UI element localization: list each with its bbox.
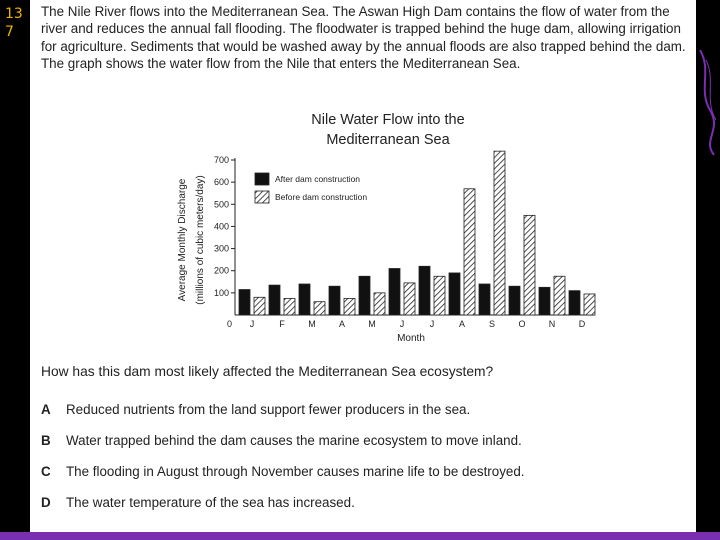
x-axis-label: Month	[397, 333, 425, 344]
y-tick-label: 200	[213, 265, 229, 276]
question-prompt: How has this dam most likely affected the Mediterranean Sea ecosystem?	[41, 364, 494, 379]
bar-before-dam	[374, 293, 385, 315]
answer-choice-c[interactable]	[41, 464, 525, 479]
chart-title: Nile Water Flow into the Mediterranean Sea	[311, 112, 465, 148]
x-tick-label: M	[308, 319, 316, 329]
answer-choice-a[interactable]	[41, 402, 470, 417]
bar-after-dam	[389, 269, 400, 316]
bar-after-dam	[329, 286, 340, 315]
question-card	[30, 0, 696, 532]
bar-before-dam	[344, 298, 355, 315]
bar-after-dam	[239, 290, 250, 315]
bar-before-dam	[404, 283, 415, 315]
bar-after-dam	[419, 266, 430, 315]
question-number: 13 7	[5, 6, 23, 40]
x-tick-label: J	[429, 319, 435, 329]
bar-after-dam	[509, 286, 520, 315]
x-tick-label: A	[458, 319, 466, 329]
x-tick-label: J	[399, 319, 405, 329]
x-tick-label: F	[279, 319, 285, 329]
bar-before-dam	[554, 276, 565, 315]
choice-letter: B	[41, 433, 51, 448]
y-tick-label: 600	[213, 177, 229, 188]
choice-letter: D	[41, 495, 51, 510]
x-tick-label: O	[518, 319, 526, 329]
bar-after-dam	[299, 284, 310, 315]
x-tick-label: D	[578, 319, 586, 329]
y-tick-label: 500	[213, 199, 229, 210]
x-tick-label: A	[338, 319, 346, 329]
bar-after-dam	[269, 285, 280, 315]
question-number-panel	[0, 0, 30, 540]
choice-letter: A	[41, 402, 51, 417]
bar-before-dam	[524, 215, 535, 315]
y-tick-label: 0	[226, 319, 232, 329]
x-tick-label: N	[548, 319, 556, 329]
y-tick-label: 700	[213, 155, 229, 165]
choice-letter: C	[41, 464, 51, 479]
bar-after-dam	[359, 276, 370, 315]
legend-label: After dam construction	[275, 174, 361, 184]
legend-label: Before dam construction	[275, 192, 368, 202]
passage-text: The Nile River flows into the Mediterranean Sea. The Aswan High Dam contains the flow of water from the river and reduces the annual fall flooding. The floodwater is trapped behind the huge dam, allowing irrigation for agriculture. Sediments that would be washed away by the annual floods are also trapped behind the dam. The graph shows the water flow from the Nile that enters the Mediterranean Sea.	[41, 4, 686, 71]
decorative-flourish	[696, 40, 720, 160]
choice-text: Water trapped behind the dam causes the marine ecosystem to move inland.	[66, 433, 522, 448]
bar-before-dam	[494, 151, 505, 315]
choice-text: The flooding in August through November causes marine life to be destroyed.	[66, 464, 525, 479]
answer-choice-b[interactable]	[41, 433, 522, 448]
y-tick-label: 400	[213, 221, 229, 232]
bottom-accent-bar	[0, 532, 720, 540]
bar-before-dam	[464, 189, 475, 315]
bar-before-dam	[254, 297, 265, 315]
x-tick-label: J	[249, 319, 255, 329]
bar-after-dam	[479, 284, 490, 315]
x-tick-label: M	[368, 319, 376, 329]
bar-before-dam	[314, 302, 325, 315]
bar-after-dam	[449, 273, 460, 315]
legend-swatch	[255, 191, 269, 203]
y-tick-label: 100	[213, 287, 229, 298]
bar-after-dam	[539, 287, 550, 315]
choice-text: The water temperature of the sea has increased.	[66, 495, 355, 510]
bar-before-dam	[284, 298, 295, 315]
x-tick-label: S	[488, 319, 496, 329]
bar-after-dam	[569, 291, 580, 315]
legend-swatch	[255, 173, 269, 185]
y-axis-label: Average Monthly Discharge	[177, 178, 188, 302]
answer-choice-d[interactable]	[41, 495, 355, 510]
y-tick-label: 300	[213, 243, 229, 254]
bar-before-dam	[434, 276, 445, 315]
choice-text: Reduced nutrients from the land support fewer producers in the sea.	[66, 402, 471, 417]
bar-chart	[140, 155, 586, 345]
y-axis-label: (millions of cubic meters/day)	[195, 175, 206, 305]
bar-before-dam	[584, 294, 595, 315]
